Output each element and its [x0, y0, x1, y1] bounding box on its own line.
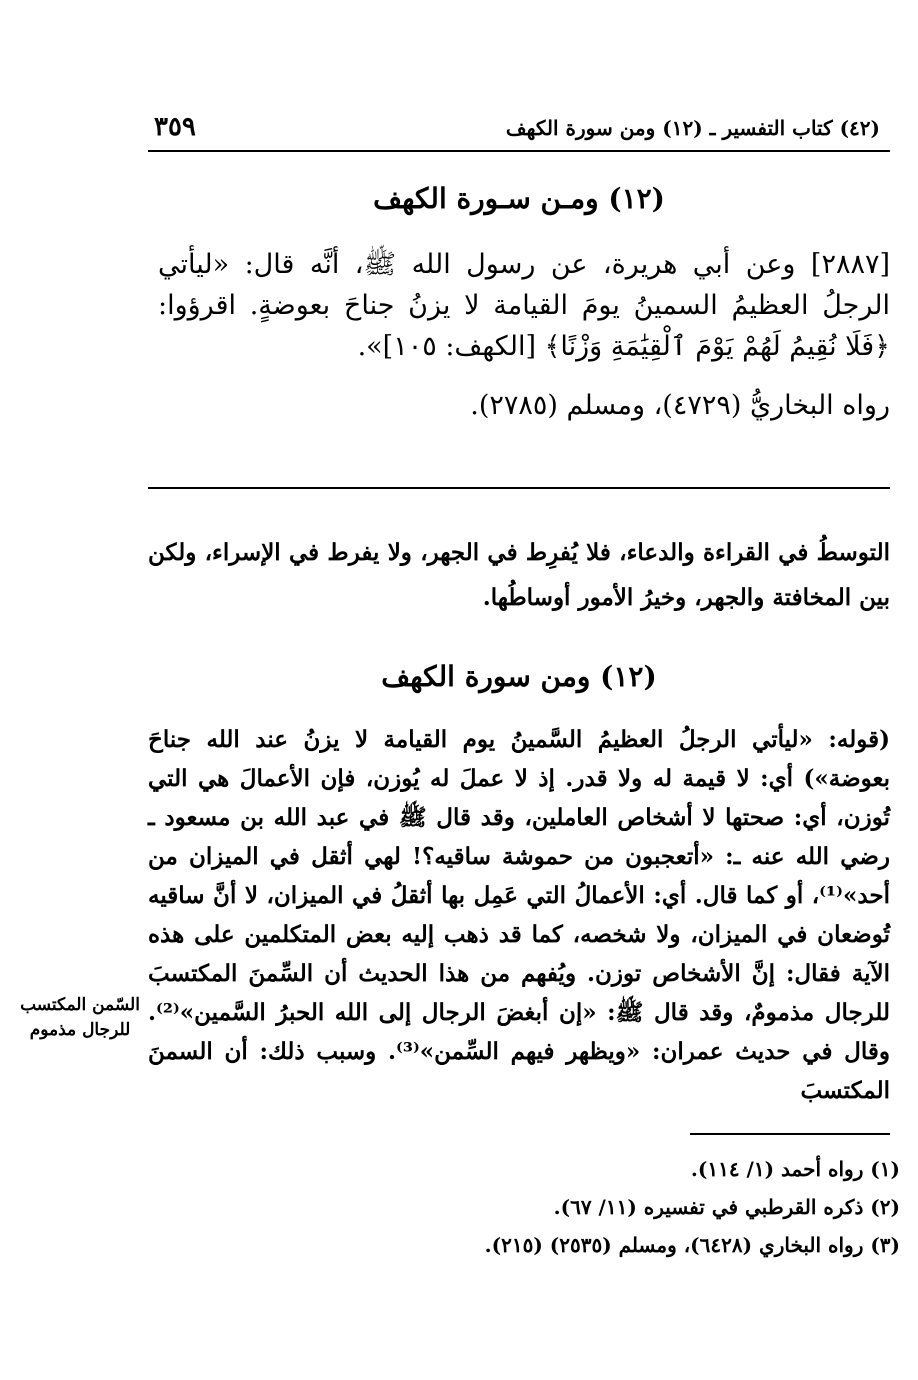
- footnote-1: (١) رواه أحمد (١/ ١١٤).: [690, 1157, 900, 1181]
- header-rule: [148, 150, 890, 152]
- margin-note: السّمن المكتسب للرجال مذموم: [20, 995, 140, 1040]
- commentary-text: (قوله: «ليأتي الرجلُ العظيمُ السَّمينُ يوم القيامة لا يزنُ عند الله جناحَ بعوضة») أي: لا قيمة له ولا قدر. إذ لا عملَ له يُوزن، فإن الأعمالَ هي التي تُوزن، أي: صحتها لا أشخاص العاملين، وقد قال ﷺ في عبد الله بن مسعود ـ رضي الله عنه ـ: «أتعجبون من حموشة ساقيه؟! لهي أثقل في الميزان من أحد»⁽¹⁾، أو كما قال. أي: الأعمالُ التي عَمِل بها أثقلُ في الميزان، لا أنَّ ساقيه تُوضعان في الميزان، ولا شخصه، كما قد ذهب إليه بعض المتكلمين على هذه الآية فقال: إنَّ الأشخاص توزن. ويُفهم من هذا الحديث أن السِّمنَ المكتسبَ للرجال مذمومٌ، وقد قال ﷺ: «إن أبغضَ الرجال إلى الله الحبرُ السَّمين»⁽²⁾. وقال في حديث عمران: «ويظهر فيهم السِّمن»⁽³⁾. وسبب ذلك: أن السمنَ المكتسبَ: [148, 726, 890, 1104]
- hadith-text-block: [158, 244, 890, 426]
- page-number: ٣٥٩: [154, 112, 196, 142]
- footnotes: [148, 1150, 900, 1264]
- running-head: [148, 110, 890, 150]
- section-title-commentary: (١٢) ومن سورة الكهف: [381, 660, 657, 693]
- hadith-narration: رواه البخاريُّ (٤٧٢٩)، ومسلم (٢٧٨٥).: [470, 390, 890, 421]
- section-divider: [148, 487, 890, 489]
- footnote-rule: [690, 1133, 890, 1135]
- commentary-continued: التوسطُ في القراءة والدعاء، فلا يُفرِط في الجهر، ولا يفرط في الإسراء، ولكن بين المخافتة والجهر، وخيرُ الأمور أوساطُها.: [148, 539, 890, 611]
- running-title: (٤٢) كتاب التفسير ـ (١٢) ومن سورة الكهف: [505, 116, 880, 140]
- footnote-2: (٢) ذكره القرطبي في تفسيره (١١/ ٦٧).: [553, 1195, 900, 1219]
- section-title-hadith: (١٢) ومـن سـورة الكهف: [373, 182, 665, 215]
- hadith-text: [٢٨٨٧] وعن أبي هريرة، عن رسول الله ﷺ، أنَّه قال: «ليأتي الرجلُ العظيمُ السمينُ يومَ القيامة لا يزنُ جناحَ بعوضةٍ. اقرؤوا: ﴿فَلَا نُقِيمُ لَهُمْ يَوْمَ ٱلْقِيَٰمَةِ وَزْنًا﴾ [الكهف: ١٠٥]».: [158, 249, 890, 362]
- footnote-3: (٣) رواه البخاري (٦٤٢٨)، ومسلم (٢٥٣٥) (٢١٥).: [484, 1233, 900, 1257]
